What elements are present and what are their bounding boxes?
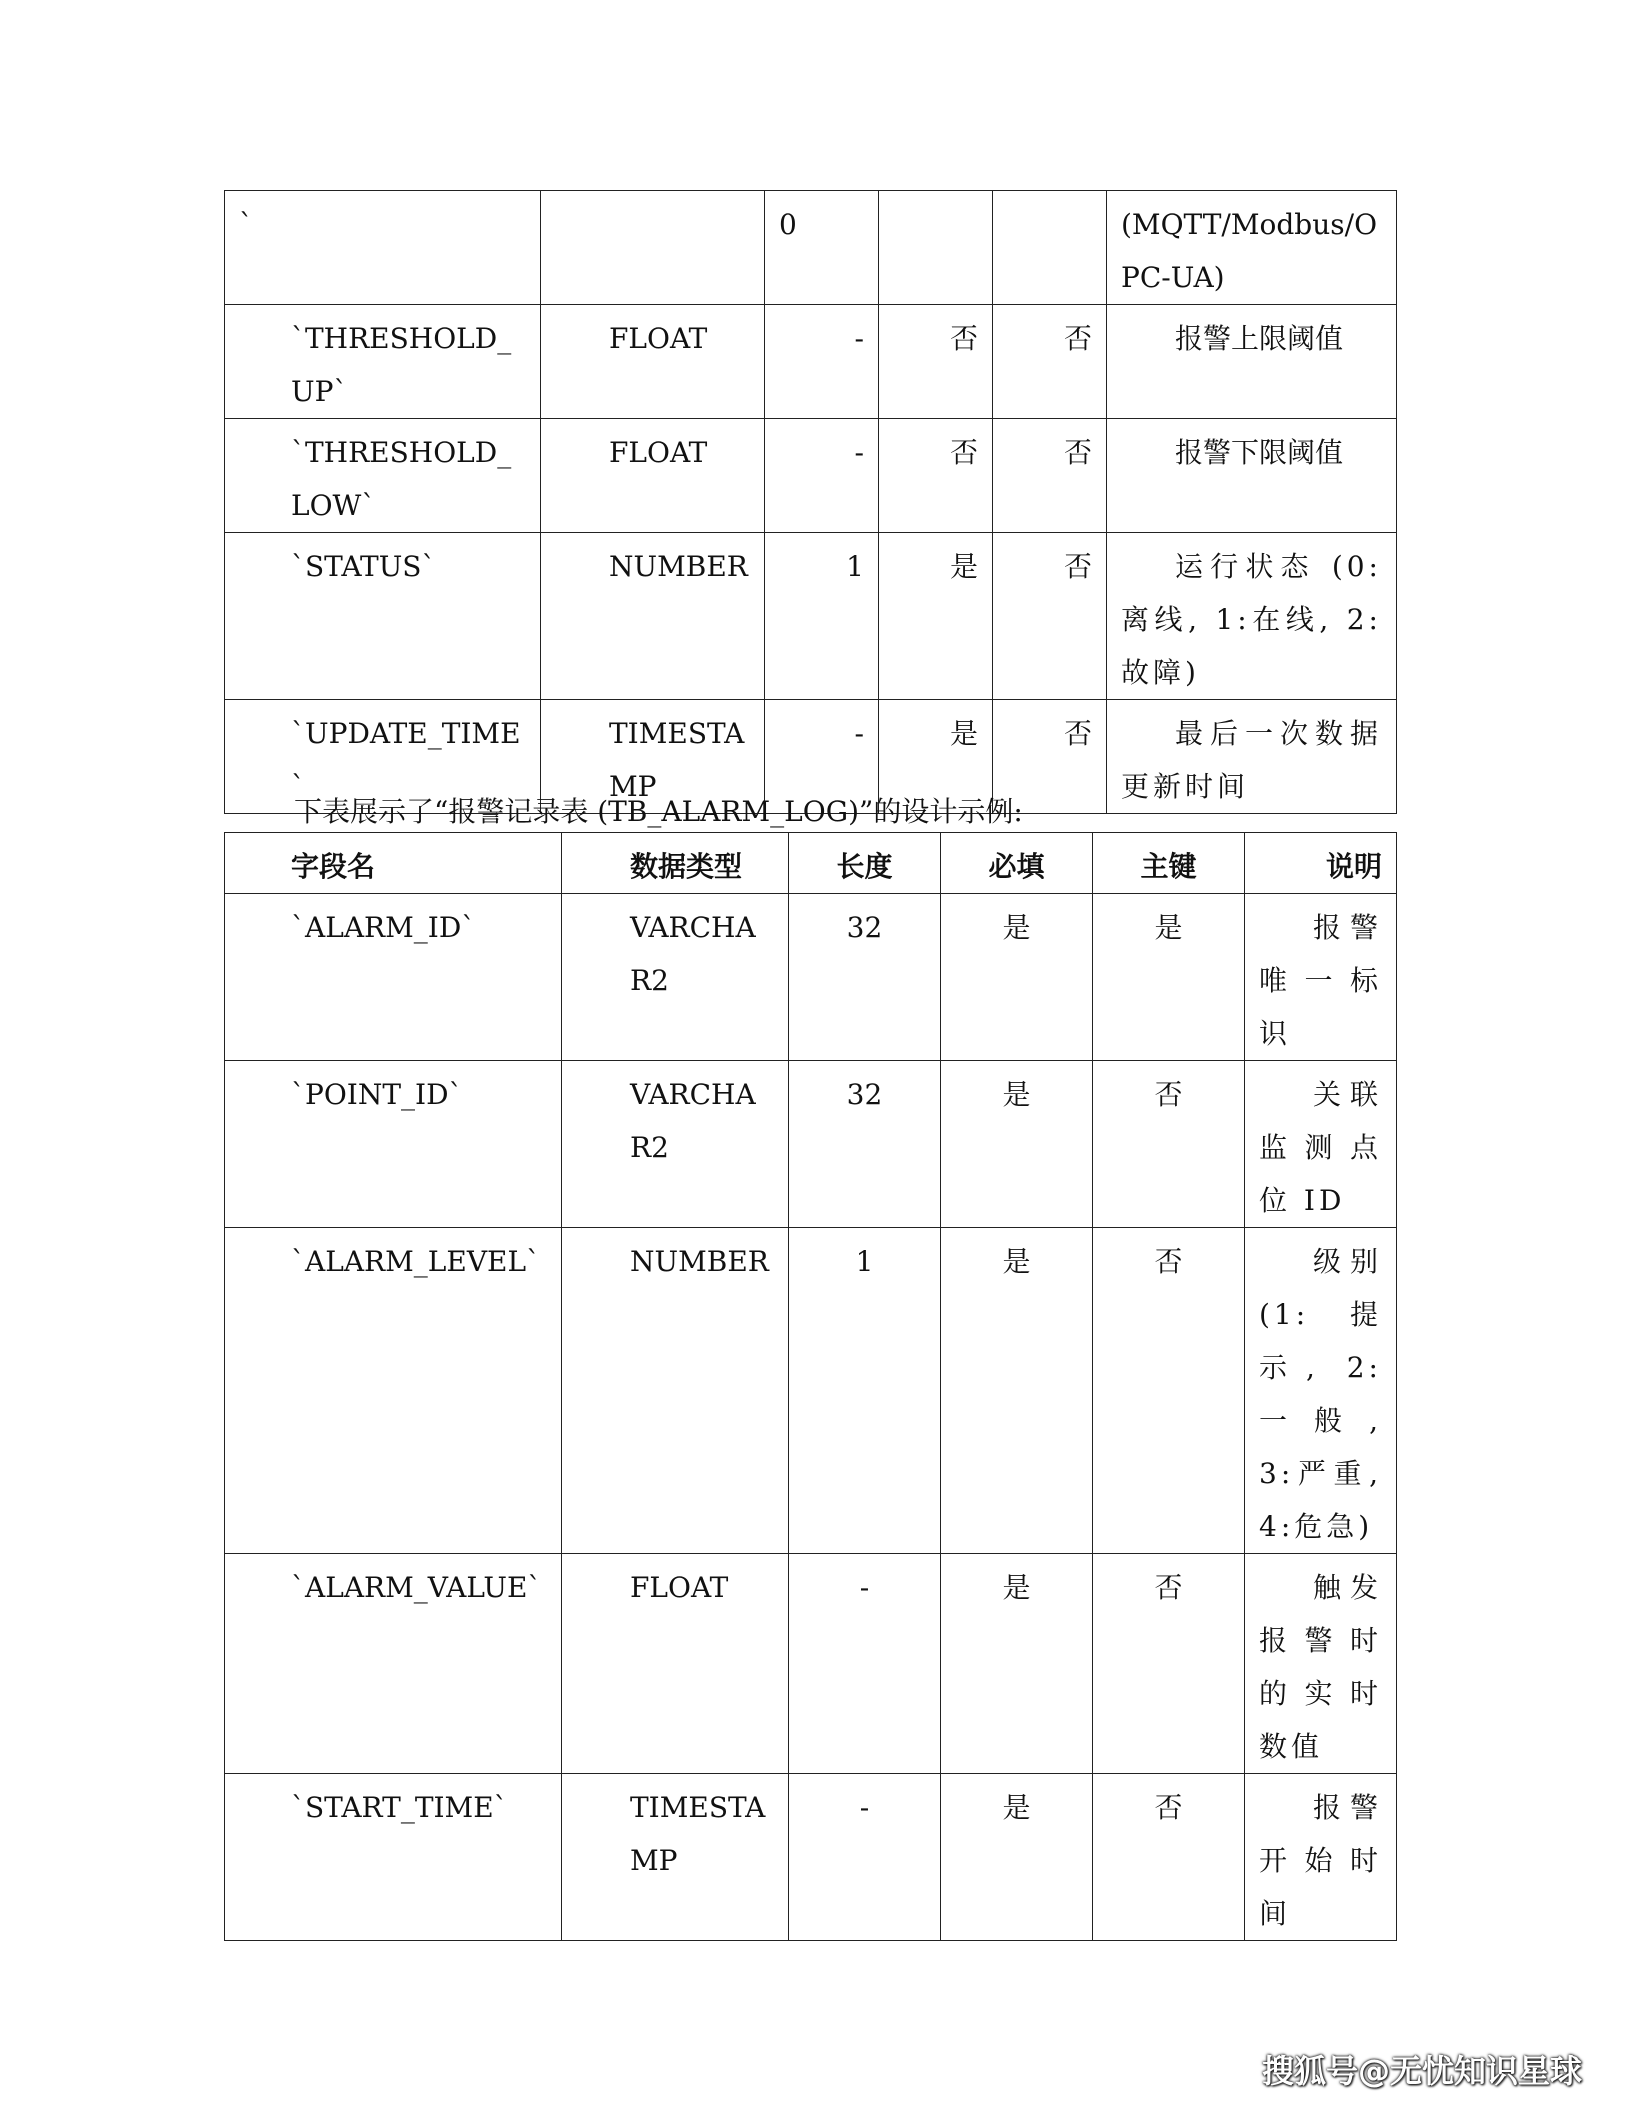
- description-cell: 触发报警时的实时数值: [1245, 1554, 1397, 1774]
- header-data-type: 数据类型: [562, 833, 789, 894]
- table-row: [225, 1061, 1397, 1228]
- description-cell: 报警唯一标识: [1245, 894, 1397, 1061]
- primary-key-cell: 否: [1093, 1774, 1245, 1941]
- table-header-row: [225, 833, 1397, 894]
- description-cell: (MQTT/Modbus/OPC-UA): [1107, 191, 1397, 305]
- table-row: [225, 419, 1397, 533]
- alarm-log-table: [224, 832, 1397, 1941]
- required-cell: 是: [941, 1774, 1093, 1941]
- length-cell: 32: [789, 894, 941, 1061]
- type-cell: VARCHAR2: [562, 1061, 789, 1228]
- required-cell: [879, 191, 993, 305]
- table-row: [225, 305, 1397, 419]
- field-name-cell: `START_TIME`: [225, 1774, 562, 1941]
- type-cell: FLOAT: [541, 419, 765, 533]
- length-cell: 1: [765, 533, 879, 700]
- field-name-cell: `POINT_ID`: [225, 1061, 562, 1228]
- required-cell: 否: [879, 419, 993, 533]
- table-row: [225, 1774, 1397, 1941]
- description-cell: 报警开始时间: [1245, 1774, 1397, 1941]
- field-name-cell: `UPDATE_TIME`: [225, 700, 541, 814]
- primary-key-cell: 否: [1093, 1554, 1245, 1774]
- type-cell: FLOAT: [541, 305, 765, 419]
- watermark: 搜狐号@无忧知识星球: [1261, 2052, 1582, 2090]
- primary-key-cell: 是: [1093, 894, 1245, 1061]
- primary-key-cell: 否: [1093, 1061, 1245, 1228]
- header-field-name: 字段名: [225, 833, 562, 894]
- length-cell: 0: [765, 191, 879, 305]
- description-cell: 报警下限阈值: [1107, 419, 1397, 533]
- required-cell: 是: [879, 533, 993, 700]
- type-cell: [541, 191, 765, 305]
- description-cell: 运行状态 (0: 离线, 1:在线, 2: 故障): [1107, 533, 1397, 700]
- header-description: 说明: [1245, 833, 1397, 894]
- length-cell: 32: [789, 1061, 941, 1228]
- field-name-cell: `STATUS`: [225, 533, 541, 700]
- table-row: [225, 533, 1397, 700]
- type-cell: VARCHAR2: [562, 894, 789, 1061]
- table-row: [225, 1554, 1397, 1774]
- required-cell: 是: [941, 1554, 1093, 1774]
- table-row: [225, 191, 1397, 305]
- header-primary-key: 主键: [1093, 833, 1245, 894]
- type-cell: NUMBER: [541, 533, 765, 700]
- primary-key-cell: 否: [993, 700, 1107, 814]
- header-required: 必填: [941, 833, 1093, 894]
- table-row: [225, 894, 1397, 1061]
- length-cell: -: [789, 1554, 941, 1774]
- field-name-cell: `ALARM_LEVEL`: [225, 1228, 562, 1554]
- description-cell: 最后一次数据更新时间: [1107, 700, 1397, 814]
- field-name-cell: `THRESHOLD_LOW`: [225, 419, 541, 533]
- type-cell: FLOAT: [562, 1554, 789, 1774]
- table-row: [225, 1228, 1397, 1554]
- device-field-table: [224, 190, 1397, 814]
- length-cell: -: [789, 1774, 941, 1941]
- length-cell: -: [765, 305, 879, 419]
- description-cell: 关联监测点位 ID: [1245, 1061, 1397, 1228]
- description-cell: 报警上限阈值: [1107, 305, 1397, 419]
- length-cell: 1: [789, 1228, 941, 1554]
- field-name-cell: `ALARM_ID`: [225, 894, 562, 1061]
- description-cell: 级别 (1: 提示, 2: 一般, 3:严重, 4:危急): [1245, 1228, 1397, 1554]
- length-cell: -: [765, 419, 879, 533]
- primary-key-cell: 否: [1093, 1228, 1245, 1554]
- primary-key-cell: 否: [993, 419, 1107, 533]
- required-cell: 是: [941, 1228, 1093, 1554]
- type-cell: NUMBER: [562, 1228, 789, 1554]
- type-cell: TIMESTAMP: [541, 700, 765, 814]
- primary-key-cell: 否: [993, 305, 1107, 419]
- field-name-cell: `THRESHOLD_UP`: [225, 305, 541, 419]
- field-name-cell: `: [225, 191, 541, 305]
- required-cell: 是: [941, 1061, 1093, 1228]
- length-cell: -: [765, 700, 879, 814]
- required-cell: 是: [879, 700, 993, 814]
- required-cell: 是: [941, 894, 1093, 1061]
- table-intro-text: 下表展示了“报警记录表 (TB_ALARM_LOG)”的设计示例:: [294, 795, 1023, 828]
- primary-key-cell: 否: [993, 533, 1107, 700]
- header-length: 长度: [789, 833, 941, 894]
- field-name-cell: `ALARM_VALUE`: [225, 1554, 562, 1774]
- required-cell: 否: [879, 305, 993, 419]
- type-cell: TIMESTAMP: [562, 1774, 789, 1941]
- primary-key-cell: [993, 191, 1107, 305]
